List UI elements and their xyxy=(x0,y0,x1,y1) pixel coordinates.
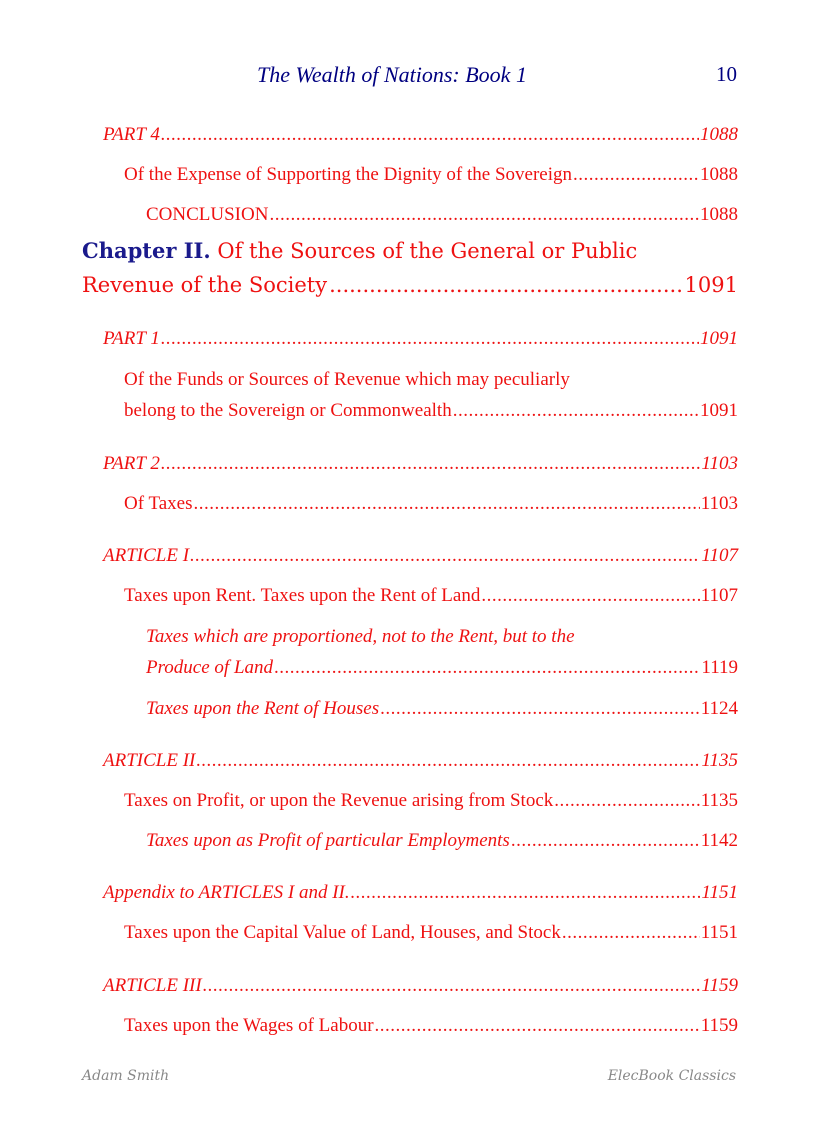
toc-entry-article-3[interactable]: ARTICLE III ..... 1159 xyxy=(103,975,738,997)
toc-entry-article-1[interactable]: ARTICLE I ..... 1107 xyxy=(103,545,738,567)
toc-entry-taxes-proportioned-line2[interactable]: Produce of Land ..... 1119 xyxy=(146,657,738,679)
toc-entry-part-4[interactable]: PART 4 ..... 1088 xyxy=(103,124,738,146)
book-title: The Wealth of Nations: Book 1 xyxy=(257,62,527,87)
toc-entry-of-taxes[interactable]: Of Taxes ..... 1103 xyxy=(124,493,738,515)
chapter-heading[interactable] xyxy=(82,238,637,263)
toc-entry-wages-labour[interactable]: Taxes upon the Wages of Labour ..... 1159 xyxy=(124,1015,738,1037)
toc-entry-funds-line2[interactable]: belong to the Sovereign or Commonwealth ..... 1091 xyxy=(124,400,738,422)
toc-entry-conclusion[interactable]: CONCLUSION ..... 1088 xyxy=(146,204,738,226)
toc-entry-capital-value[interactable]: Taxes upon the Capital Value of Land, Houses, and Stock ..... 1151 xyxy=(124,922,738,944)
toc-entry-part-1[interactable]: PART 1 ..... 1091 xyxy=(103,328,738,350)
toc-entry-taxes-proportioned-line1[interactable]: Taxes which are proportioned, not to the Rent, but to the xyxy=(146,626,575,647)
page-header xyxy=(0,62,816,92)
toc-entry-funds-line1[interactable]: Of the Funds or Sources of Revenue which may peculiarly xyxy=(124,369,570,390)
toc-entry-taxes-profit[interactable]: Taxes on Profit, or upon the Revenue arising from Stock ..... 1135 xyxy=(124,790,738,812)
chapter-heading-line2[interactable] xyxy=(82,273,738,297)
footer-publisher: ElecBook Classics xyxy=(607,1068,736,1084)
chapter-label: Chapter II. xyxy=(82,238,211,263)
toc-entry-taxes-rent-houses[interactable]: Taxes upon the Rent of Houses ..... 1124 xyxy=(146,698,738,720)
toc-entry-part-2[interactable]: PART 2 ..... 1103 xyxy=(103,453,738,475)
toc-entry-expense-dignity[interactable]: Of the Expense of Supporting the Dignity of the Sovereign ..... 1088 xyxy=(124,164,738,186)
toc-entry-appendix[interactable]: Appendix to ARTICLES I and II. ..... 1151 xyxy=(103,882,738,904)
footer-author: Adam Smith xyxy=(82,1068,170,1084)
page-number: 10 xyxy=(716,62,737,86)
chapter-title-line2: Revenue of the Society xyxy=(82,273,328,297)
chapter-page: 1091 xyxy=(684,273,738,297)
chapter-title-line1: Of the Sources of the General or Public xyxy=(217,239,638,263)
toc-entry-article-2[interactable]: ARTICLE II ..... 1135 xyxy=(103,750,738,772)
toc-entry-taxes-rent-land[interactable]: Taxes upon Rent. Taxes upon the Rent of Land ..... 1107 xyxy=(124,585,738,607)
toc-entry-taxes-employments[interactable]: Taxes upon as Profit of particular Employments ..... 1142 xyxy=(146,830,738,852)
